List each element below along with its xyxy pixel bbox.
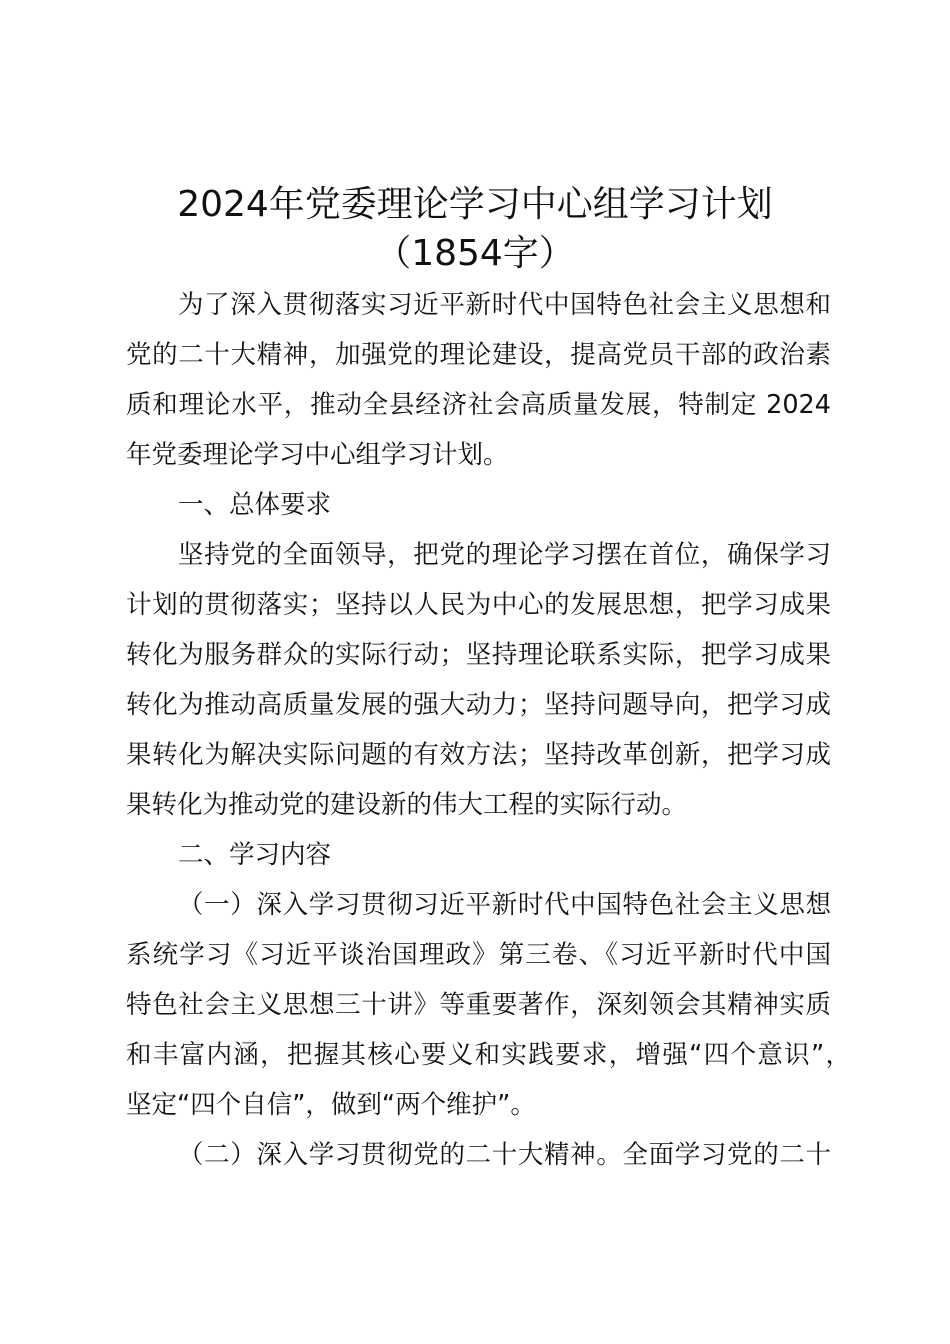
paragraph-line: （二）深入学习贯彻党的二十大精神。全面学习党的二十 [178,1140,831,1170]
paragraph-line: 特色社会主义思想三十讲》等重要著作，深刻领会其精神实质 [126,990,831,1020]
section-heading: 二、学习内容 [178,840,332,870]
paragraph-line: 果转化为解决实际问题的有效方法；坚持改革创新，把学习成 [126,740,831,770]
document-title: 2024年党委理论学习中心组学习计划 [177,184,773,225]
paragraph-line: 年党委理论学习中心组学习计划。 [126,440,509,470]
paragraph-line: 坚定“四个自信”，做到“两个维护”。 [126,1090,536,1120]
paragraph-line: 质和理论水平，推动全县经济社会高质量发展，特制定 2024 [126,390,831,420]
paragraph-line: 坚持党的全面领导，把党的理论学习摆在首位，确保学习 [178,540,831,570]
paragraph-line: 党的二十大精神，加强党的理论建设，提高党员干部的政治素 [126,340,831,370]
paragraph-line: 果转化为推动党的建设新的伟大工程的实际行动。 [126,790,688,820]
paragraph-line: 计划的贯彻落实；坚持以人民为中心的发展思想，把学习成果 [126,590,831,620]
paragraph-line: 和丰富内涵，把握其核心要义和实践要求，增强“四个意识”， [126,1040,851,1070]
paragraph-line: 转化为推动高质量发展的强大动力；坚持问题导向，把学习成 [126,690,831,720]
paragraph-line: （一）深入学习贯彻习近平新时代中国特色社会主义思想 [178,890,831,920]
section-heading: 一、总体要求 [178,490,332,520]
paragraph-line: 为了深入贯彻落实习近平新时代中国特色社会主义思想和 [178,290,831,320]
paragraph-line: 转化为服务群众的实际行动；坚持理论联系实际，把学习成果 [126,640,831,670]
document-subtitle-word-count: （1854字） [375,233,575,274]
paragraph-line: 系统学习《习近平谈治国理政》第三卷、《习近平新时代中国 [126,940,831,970]
